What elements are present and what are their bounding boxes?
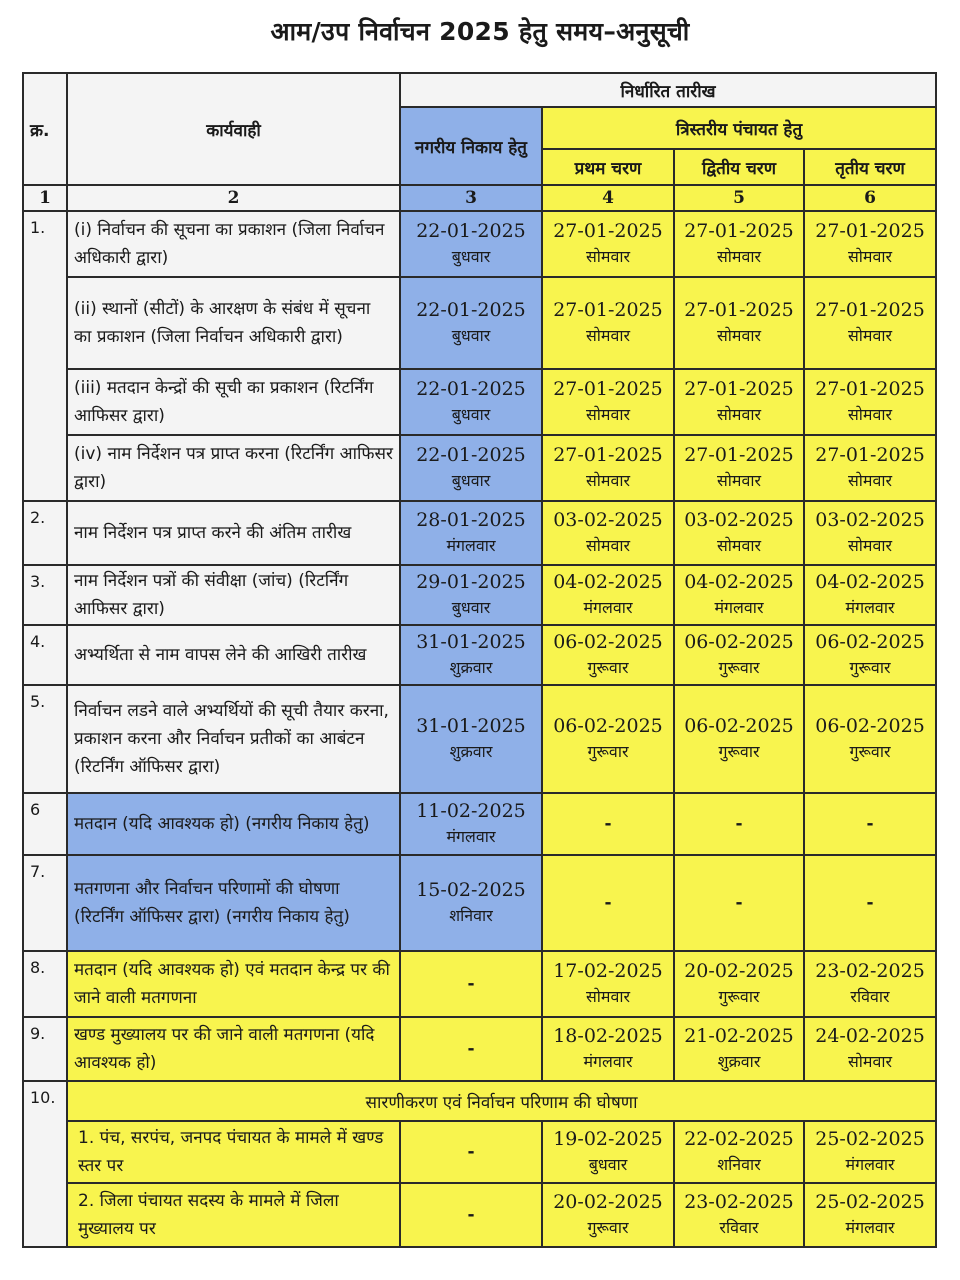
weekday: गुरूवार — [849, 658, 891, 677]
weekday: रविवार — [850, 987, 890, 1006]
date-value: 29-01-2025 — [416, 571, 526, 593]
action-text: (iv) नाम निर्देशन पत्र प्राप्त करना (रिटर्निंग आफिसर द्वारा) — [67, 435, 400, 501]
action-text: अभ्यर्थिता से नाम वापस लेने की आखिरी तारीख — [67, 625, 400, 685]
date-cell — [400, 855, 542, 951]
row-number: 6 — [23, 793, 67, 855]
date-value: 27-01-2025 — [553, 220, 663, 242]
date-cell — [542, 951, 674, 1017]
date-cell — [400, 435, 542, 501]
date-cell — [674, 369, 804, 435]
weekday: गुरूवार — [587, 742, 629, 761]
date-value: 24-02-2025 — [815, 1025, 925, 1047]
date-cell — [400, 625, 542, 685]
date-value: 17-02-2025 — [553, 960, 663, 982]
date-cell — [542, 501, 674, 565]
date-value: 31-01-2025 — [416, 631, 526, 653]
row-number — [23, 369, 67, 435]
date-value: - — [604, 814, 612, 834]
table-row — [23, 855, 936, 951]
date-cell — [674, 277, 804, 369]
page-title: आम/उप निर्वाचन 2025 हेतु समय–अनुसूची — [270, 17, 690, 46]
date-cell — [804, 951, 936, 1017]
date-value: 27-01-2025 — [815, 220, 925, 242]
weekday: सोमवार — [585, 471, 631, 490]
col-number: 6 — [804, 185, 936, 211]
date-cell — [400, 1183, 542, 1247]
date-value: 06-02-2025 — [684, 631, 794, 653]
weekday: मंगलवार — [845, 1218, 895, 1237]
date-cell — [400, 501, 542, 565]
date-value: - — [467, 1039, 475, 1059]
date-value: 25-02-2025 — [815, 1191, 925, 1213]
date-cell — [804, 435, 936, 501]
weekday: बुधवार — [451, 247, 491, 266]
date-cell — [542, 1183, 674, 1247]
date-cell — [400, 951, 542, 1017]
table-row — [23, 211, 936, 277]
col-number: 5 — [674, 185, 804, 211]
action-text: मतदान (यदि आवश्यक हो) एवं मतदान केन्द्र पर की जाने वाली मतगणना — [67, 951, 400, 1017]
action-text: मतदान (यदि आवश्यक हो) (नगरीय निकाय हेतु) — [67, 793, 400, 855]
date-value: 27-01-2025 — [815, 299, 925, 321]
weekday: सोमवार — [716, 536, 762, 555]
date-cell — [674, 501, 804, 565]
date-value: - — [467, 974, 475, 994]
row-number: 2. — [23, 501, 67, 565]
row-number: 9. — [23, 1017, 67, 1081]
header-action: कार्यवाही — [67, 73, 400, 185]
weekday: बुधवार — [451, 326, 491, 345]
date-value: - — [604, 893, 612, 913]
date-cell — [542, 855, 674, 951]
date-value: 15-02-2025 — [416, 879, 526, 901]
weekday: शनिवार — [449, 906, 493, 925]
weekday: गुरूवार — [587, 1218, 629, 1237]
date-value: 27-01-2025 — [684, 299, 794, 321]
date-value: 03-02-2025 — [553, 509, 663, 531]
date-value: 25-02-2025 — [815, 1128, 925, 1150]
header-sr: क्र. — [23, 73, 67, 185]
weekday: सोमवार — [585, 405, 631, 424]
date-cell — [400, 793, 542, 855]
date-cell — [674, 951, 804, 1017]
col-number: 3 — [400, 185, 542, 211]
table-row — [23, 625, 936, 685]
col-number: 4 — [542, 185, 674, 211]
action-text: 2. जिला पंचायत सदस्य के मामले में जिला मुख्यालय पर — [67, 1183, 400, 1247]
date-cell — [542, 1121, 674, 1183]
action-text: खण्ड मुख्यालय पर की जाने वाली मतगणना (यदि आवश्यक हो) — [67, 1017, 400, 1081]
table-row — [23, 501, 936, 565]
header-panchayat: त्रिस्तरीय पंचायत हेतु — [542, 107, 936, 149]
weekday: सोमवार — [847, 247, 893, 266]
row-number — [23, 435, 67, 501]
table-row — [23, 277, 936, 369]
date-value: 20-02-2025 — [684, 960, 794, 982]
table-row — [23, 369, 936, 435]
date-cell — [674, 685, 804, 793]
date-value: 11-02-2025 — [416, 800, 526, 822]
weekday: मंगलवार — [446, 827, 496, 846]
date-value: 27-01-2025 — [684, 220, 794, 242]
date-cell — [804, 793, 936, 855]
weekday: गुरूवार — [718, 658, 760, 677]
weekday: सोमवार — [585, 536, 631, 555]
date-cell — [804, 211, 936, 277]
date-cell — [674, 211, 804, 277]
weekday: शुक्रवार — [717, 1052, 761, 1071]
weekday: गुरूवार — [718, 742, 760, 761]
date-cell — [804, 685, 936, 793]
date-value: 04-02-2025 — [553, 571, 663, 593]
weekday: बुधवार — [451, 598, 491, 617]
date-value: 03-02-2025 — [815, 509, 925, 531]
weekday: सोमवार — [716, 247, 762, 266]
date-cell — [400, 211, 542, 277]
date-cell — [674, 1183, 804, 1247]
date-cell — [804, 1017, 936, 1081]
table-row — [23, 1183, 936, 1247]
date-value: 27-01-2025 — [553, 299, 663, 321]
row-number: 10. — [23, 1081, 67, 1247]
date-value: 20-02-2025 — [553, 1191, 663, 1213]
date-value: 27-01-2025 — [553, 378, 663, 400]
weekday: शुक्रवार — [449, 742, 493, 761]
date-value: - — [735, 814, 743, 834]
weekday: मंगलवार — [446, 536, 496, 555]
weekday: सोमवार — [585, 247, 631, 266]
weekday: सोमवार — [585, 987, 631, 1006]
date-value: 04-02-2025 — [815, 571, 925, 593]
row-number: 4. — [23, 625, 67, 685]
weekday: सोमवार — [585, 326, 631, 345]
date-cell — [542, 685, 674, 793]
table-row — [23, 1081, 936, 1121]
row-number: 5. — [23, 685, 67, 793]
weekday: सोमवार — [847, 1052, 893, 1071]
date-value: 06-02-2025 — [684, 715, 794, 737]
col-number: 2 — [67, 185, 400, 211]
date-value: - — [866, 893, 874, 913]
date-cell — [542, 1017, 674, 1081]
table-row — [23, 793, 936, 855]
date-value: 27-01-2025 — [553, 444, 663, 466]
date-cell — [542, 277, 674, 369]
weekday: सोमवार — [716, 326, 762, 345]
weekday: गुरूवार — [587, 658, 629, 677]
date-value: 28-01-2025 — [416, 509, 526, 531]
date-cell — [400, 1017, 542, 1081]
date-cell — [542, 565, 674, 625]
date-value: - — [467, 1205, 475, 1225]
weekday: मंगलवार — [583, 598, 633, 617]
weekday: मंगलवार — [714, 598, 764, 617]
date-value: - — [467, 1142, 475, 1162]
date-value: 27-01-2025 — [815, 444, 925, 466]
date-value: 23-02-2025 — [684, 1191, 794, 1213]
date-value: 03-02-2025 — [684, 509, 794, 531]
weekday: सोमवार — [847, 326, 893, 345]
date-value: 21-02-2025 — [684, 1025, 794, 1047]
action-text: निर्वाचन लडने वाले अभ्यर्थियों की सूची तैयार करना, प्रकाशन करना और निर्वाचन प्रतीकों का आबंटन (रिटर्निंग ऑफिसर द्वारा) — [67, 685, 400, 793]
date-cell — [542, 625, 674, 685]
section-heading: सारणीकरण एवं निर्वाचन परिणाम की घोषणा — [67, 1081, 936, 1121]
weekday: सोमवार — [847, 471, 893, 490]
date-value: 22-02-2025 — [684, 1128, 794, 1150]
weekday: मंगलवार — [583, 1052, 633, 1071]
date-value: - — [735, 893, 743, 913]
weekday: रविवार — [719, 1218, 759, 1237]
date-cell — [400, 685, 542, 793]
weekday: बुधवार — [451, 471, 491, 490]
date-value: 27-01-2025 — [684, 444, 794, 466]
date-cell — [542, 211, 674, 277]
date-cell — [400, 1121, 542, 1183]
date-value: 06-02-2025 — [553, 715, 663, 737]
date-cell — [542, 435, 674, 501]
weekday: सोमवार — [847, 536, 893, 555]
date-value: 31-01-2025 — [416, 715, 526, 737]
weekday: बुधवार — [451, 405, 491, 424]
date-cell — [804, 855, 936, 951]
date-cell — [804, 277, 936, 369]
date-value: 27-01-2025 — [815, 378, 925, 400]
row-number: 3. — [23, 565, 67, 625]
date-value: 23-02-2025 — [815, 960, 925, 982]
date-value: 22-01-2025 — [416, 220, 526, 242]
weekday: सोमवार — [716, 405, 762, 424]
date-cell — [804, 625, 936, 685]
header-urban: नगरीय निकाय हेतु — [400, 107, 542, 185]
header-fixed-date: निर्धारित तारीख — [400, 73, 936, 107]
date-value: 22-01-2025 — [416, 299, 526, 321]
weekday: गुरूवार — [849, 742, 891, 761]
action-text: (ii) स्थानों (सीटों) के आरक्षण के संबंध में सूचना का प्रकाशन (जिला निर्वाचन अधिकारी द्वारा) — [67, 277, 400, 369]
row-number: 8. — [23, 951, 67, 1017]
date-cell — [674, 625, 804, 685]
table-row — [23, 565, 936, 625]
row-number — [23, 277, 67, 369]
date-cell — [400, 565, 542, 625]
date-value: 27-01-2025 — [684, 378, 794, 400]
table-row — [23, 1017, 936, 1081]
weekday: मंगलवार — [845, 1155, 895, 1174]
date-cell — [804, 1121, 936, 1183]
weekday: शनिवार — [717, 1155, 761, 1174]
date-value: 04-02-2025 — [684, 571, 794, 593]
header-phase2: द्वितीय चरण — [674, 149, 804, 185]
table-row — [23, 951, 936, 1017]
weekday: मंगलवार — [845, 598, 895, 617]
header-phase1: प्रथम चरण — [542, 149, 674, 185]
row-number: 1. — [23, 211, 67, 277]
date-cell — [804, 369, 936, 435]
date-value: - — [866, 814, 874, 834]
date-value: 22-01-2025 — [416, 378, 526, 400]
action-text: नाम निर्देशन पत्र प्राप्त करने की अंतिम तारीख — [67, 501, 400, 565]
date-cell — [804, 565, 936, 625]
date-value: 06-02-2025 — [815, 631, 925, 653]
action-text: 1. पंच, सरपंच, जनपद पंचायत के मामले में खण्ड स्तर पर — [67, 1121, 400, 1183]
table-row — [23, 685, 936, 793]
date-cell — [674, 565, 804, 625]
schedule-table — [22, 72, 937, 1248]
weekday: शुक्रवार — [449, 658, 493, 677]
date-cell — [542, 369, 674, 435]
action-text: नाम निर्देशन पत्रों की संवीक्षा (जांच) (रिटर्निंग आफिसर द्वारा) — [67, 565, 400, 625]
weekday: बुधवार — [588, 1155, 628, 1174]
date-value: 06-02-2025 — [815, 715, 925, 737]
date-cell — [400, 277, 542, 369]
date-cell — [674, 435, 804, 501]
table-row — [23, 435, 936, 501]
date-value: 06-02-2025 — [553, 631, 663, 653]
date-cell — [804, 1183, 936, 1247]
date-value: 18-02-2025 — [553, 1025, 663, 1047]
action-text: (i) निर्वाचन की सूचना का प्रकाशन (जिला निर्वाचन अधिकारी द्वारा) — [67, 211, 400, 277]
weekday: सोमवार — [716, 471, 762, 490]
date-value: 19-02-2025 — [553, 1128, 663, 1150]
col-number: 1 — [23, 185, 67, 211]
date-cell — [400, 369, 542, 435]
row-number: 7. — [23, 855, 67, 951]
weekday: सोमवार — [847, 405, 893, 424]
date-cell — [674, 1017, 804, 1081]
date-cell — [674, 793, 804, 855]
table-row — [23, 1121, 936, 1183]
date-value: 22-01-2025 — [416, 444, 526, 466]
weekday: गुरूवार — [718, 987, 760, 1006]
header-phase3: तृतीय चरण — [804, 149, 936, 185]
date-cell — [804, 501, 936, 565]
date-cell — [674, 855, 804, 951]
action-text: (iii) मतदान केन्द्रों की सूची का प्रकाशन (रिटर्निंग आफिसर द्वारा) — [67, 369, 400, 435]
date-cell — [542, 793, 674, 855]
date-cell — [674, 1121, 804, 1183]
action-text: मतगणना और निर्वाचन परिणामों की घोषणा (रिटर्निंग ऑफिसर द्वारा) (नगरीय निकाय हेतु) — [67, 855, 400, 951]
